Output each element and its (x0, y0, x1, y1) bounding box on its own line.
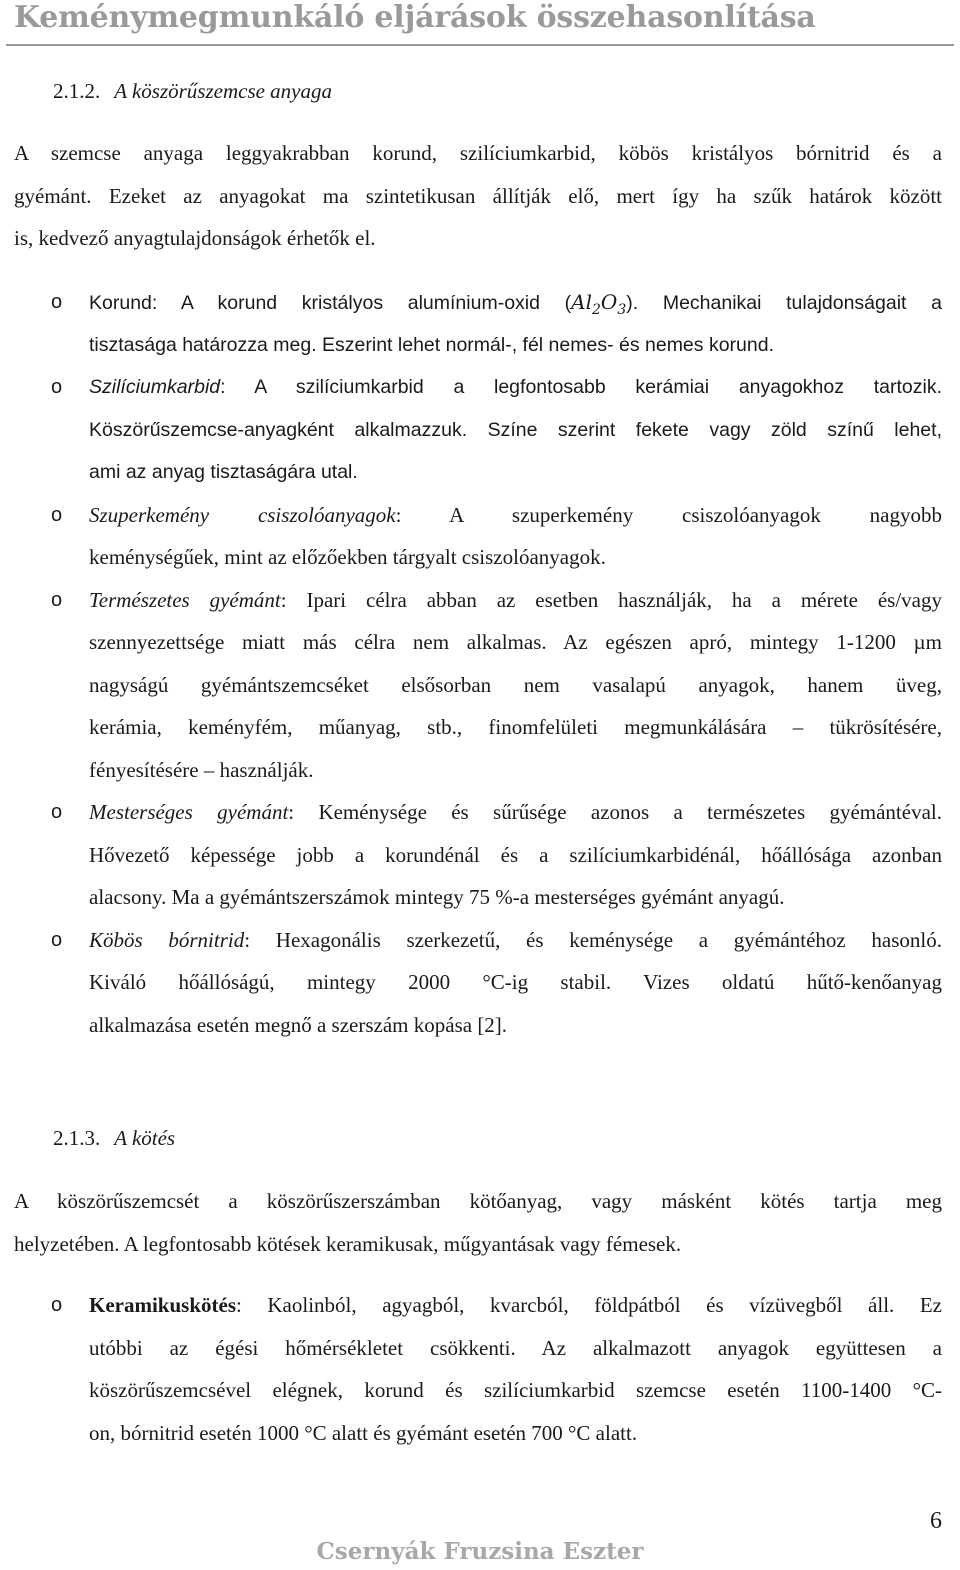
item-lead-line (89, 281, 942, 324)
item-line: keménységűek, mint az előzőekben tárgyalt csiszolóanyagok. (89, 545, 606, 569)
bullet-marker: o (51, 376, 63, 398)
list-item-szilicium (51, 366, 942, 494)
item-lead-text: : Keménysége és sűrűsége azonos a természetes gyémántéval. (288, 800, 942, 824)
item-line: nagyságú gyémántszemcséket elsősorban nem vasalapú anyagok, hanem üveg, (89, 672, 942, 697)
bullet-marker: o (51, 928, 63, 951)
grain-material-list (0, 281, 960, 1046)
item-term: Természetes gyémánt (89, 587, 281, 612)
item-term: Mesterséges gyémánt (89, 800, 289, 824)
item-lead-line (89, 791, 942, 834)
item-term: Szilíciumkarbid (89, 376, 221, 398)
item-lead-line (89, 1284, 942, 1327)
section-number: 2.1.3. (53, 1126, 101, 1150)
item-term: Korund (89, 292, 152, 314)
item-line: alkalmazása esetén megnő a szerszám kopása [2]. (89, 1012, 508, 1037)
item-line: alacsony. Ma a gyémántszerszámok mintegy 75 %-a mesterséges gyémánt anyagú. (89, 885, 785, 909)
item-line: on, bórnitrid esetén 1000 °C alatt és gyémánt esetén 700 °C alatt. (89, 1420, 638, 1445)
bullet-marker: o (51, 588, 63, 611)
paragraph-line: is, kedvező anyagtulajdonságok érhetők el. (14, 226, 376, 250)
paragraph-line: A köszörűszemcsét a köszörűszerszámban kötőanyag, vagy másként kötés tartja meg (14, 1189, 942, 1213)
section-213-intro (14, 1180, 942, 1265)
paragraph-line: helyzetében. A legfontosabb kötések keramikusak, műgyantásak vagy fémesek. (14, 1231, 682, 1256)
bullet-marker: o (51, 1294, 63, 1316)
item-lead-line (89, 366, 942, 409)
item-lead-line (89, 494, 942, 537)
item-lead-text: : A szilíciumkarbid a legfontosabb kerámiai anyagokhoz tartozik. (220, 376, 942, 398)
item-line: Hővezető képessége jobb a korundénál és a szilíciumkarbidénál, hőállósága azonban (89, 842, 942, 867)
section-heading-212 (53, 77, 332, 105)
list-item-mesterseges-gyemant (51, 791, 942, 919)
list-item-keramikuskotes (51, 1284, 942, 1454)
item-term: Keramikuskötés (89, 1293, 236, 1317)
paragraph-line: gyémánt. Ezeket az anyagokat ma szintetikusan állítják elő, mert így ha szűk határok között (14, 183, 942, 208)
item-line: Köszörűszemcse-anyagként alkalmazzuk. Színe szerint fekete vagy zöld színű lehet, (89, 418, 942, 441)
list-item-termeszetes-gyemant (51, 579, 942, 792)
section-heading-213 (53, 1124, 175, 1152)
section-title: A kötés (114, 1126, 176, 1150)
item-lead-line (89, 919, 942, 962)
item-line: köszörűszemcsével elégnek, korund és szilíciumkarbid szemcse esetén 1100-1400 °C- (89, 1378, 942, 1402)
item-lead-text: : A korund kristályos alumínium-oxid ( (151, 292, 572, 314)
header-title: Keménymegmunkáló eljárások összehasonlítása (14, 0, 816, 35)
bullet-marker: o (51, 503, 63, 526)
section-title: A köszörűszemcse anyaga (114, 79, 333, 103)
bullet-marker: o (51, 291, 63, 313)
header-divider (6, 44, 954, 46)
item-line: Kiváló hőállóságú, mintegy 2000 °C-ig stabil. Vizes oldatú hűtő-kenőanyag (89, 970, 942, 994)
item-term: Köbös bórnitrid (89, 927, 245, 952)
list-item-korund (51, 281, 942, 366)
page-number: 6 (930, 1508, 942, 1534)
bullet-marker: o (51, 801, 63, 823)
chemical-formula: $Al_2O_3$ (571, 290, 627, 318)
item-line: kerámia, keményfém, műanyag, stb., finomfelületi megmunkálására – tükrösítésére, (89, 715, 942, 739)
list-item-kobos-bornitrid (51, 919, 942, 1047)
list-item-szuperkemeny (51, 494, 942, 579)
item-line: tisztasága határozza meg. Eszerint lehet normál-, fél nemes- és nemes korund. (89, 333, 774, 356)
item-lead-text: : Hexagonális szerkezetű, és keménysége a gyémántéhoz hasonló. (244, 927, 942, 952)
item-lead-text: : A szuperkemény csiszolóanyagok nagyobb (395, 502, 942, 527)
item-lead-close: ). Mechanikai tulajdonságait a (626, 292, 942, 314)
item-line: utóbbi az égési hőmérsékletet csökkenti. Az alkalmazott anyagok együttesen a (89, 1335, 942, 1360)
item-line: ami az anyag tisztaságára utal. (89, 461, 358, 483)
section-number: 2.1.2. (53, 79, 101, 103)
item-line: fényesítésére – használják. (89, 757, 314, 782)
footer-author: Csernyák Fruzsina Eszter (316, 1538, 644, 1565)
item-term: Szuperkemény csiszolóanyagok (89, 502, 396, 527)
item-line: szennyezettsége miatt más célra nem alkalmas. Az egészen apró, mintegy 1-1200 µm (89, 630, 942, 654)
section-212-intro (14, 132, 942, 260)
bond-type-list (0, 1284, 960, 1454)
item-lead-text: : Kaolinból, agyagból, kvarcból, földpátból és vízüvegből áll. Ez (236, 1293, 942, 1317)
paragraph-line: A szemcse anyaga leggyakrabban korund, szilíciumkarbid, köbös kristályos bórnitrid és a (14, 141, 942, 165)
item-lead-line (89, 579, 942, 622)
item-lead-text: : Ipari célra abban az esetben használják, ha a mérete és/vagy (280, 587, 942, 612)
